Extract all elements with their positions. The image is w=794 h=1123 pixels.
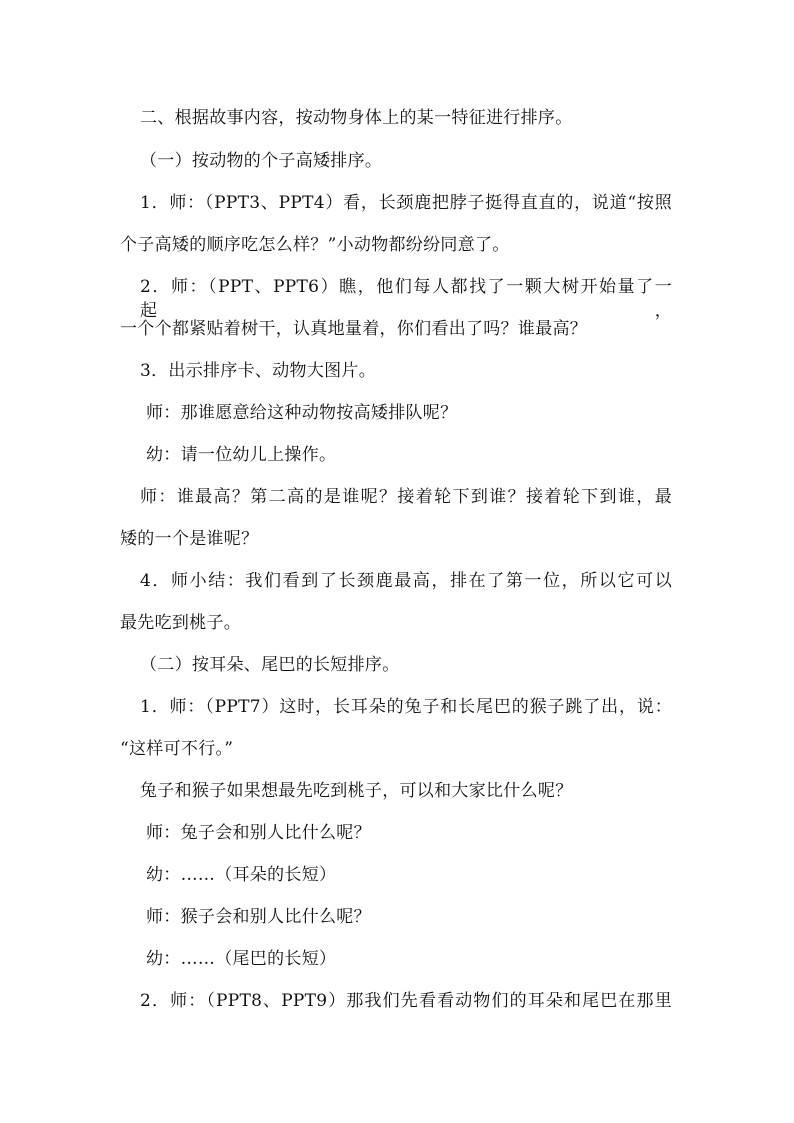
paragraph-line: 1．师：（PPT7）这时，长耳朵的兔子和长尾巴的猴子跳了出，说： (140, 697, 672, 717)
paragraph-line: 个子高矮的顺序吃怎么样？”小动物都纷纷同意了。 (120, 235, 510, 255)
paragraph-line: 2．师：（PPT8、PPT9）那我们先看看动物们的耳朵和尾巴在那里 (140, 991, 672, 1011)
paragraph-line: 兔子和猴子如果想最先吃到桃子，可以和大家比什么呢？ (140, 781, 573, 801)
paragraph-line: 师：猴子会和别人比什么呢？ (146, 907, 371, 927)
paragraph-line: 1．师：（PPT3、PPT4）看，长颈鹿把脖子挺得直直的，说道“按照 (140, 193, 672, 213)
paragraph-line: 4．师小结：我们看到了长颈鹿最高，排在了第一位，所以它可以 (140, 571, 672, 591)
paragraph-line: “这样可不行。” (120, 739, 234, 759)
paragraph-line: 幼：……（耳朵的长短） (146, 865, 337, 885)
paragraph-line: 矮的一个是谁呢？ (120, 529, 259, 549)
paragraph-line: 2．师：（PPT、PPT6）瞧，他们每人都找了一颗大树开始量了一起， (140, 277, 672, 321)
paragraph-line: 一个个都紧贴着树干，认真地量着，你们看出了吗？谁最高？ (120, 319, 588, 339)
paragraph-line: 师：谁最高？第二高的是谁呢？接着轮下到谁？接着轮下到谁，最 (140, 487, 672, 507)
paragraph-line: 幼：……（尾巴的长短） (146, 949, 337, 969)
paragraph-line: 幼：请一位幼儿上操作。 (146, 445, 337, 465)
subsection-heading: （二）按耳朵、尾巴的长短排序。 (140, 655, 400, 675)
paragraph-line: 最先吃到桃子。 (120, 613, 242, 633)
paragraph-line: 师：那谁愿意给这种动物按高矮排队呢？ (146, 403, 458, 423)
subsection-heading: （一）按动物的个子高矮排序。 (140, 151, 383, 171)
paragraph-line: 师：兔子会和别人比什么呢？ (146, 823, 371, 843)
paragraph-line: 3．出示排序卡、动物大图片。 (140, 361, 377, 381)
section-heading: 二、根据故事内容，按动物身体上的某一特征进行排序。 (140, 108, 573, 128)
